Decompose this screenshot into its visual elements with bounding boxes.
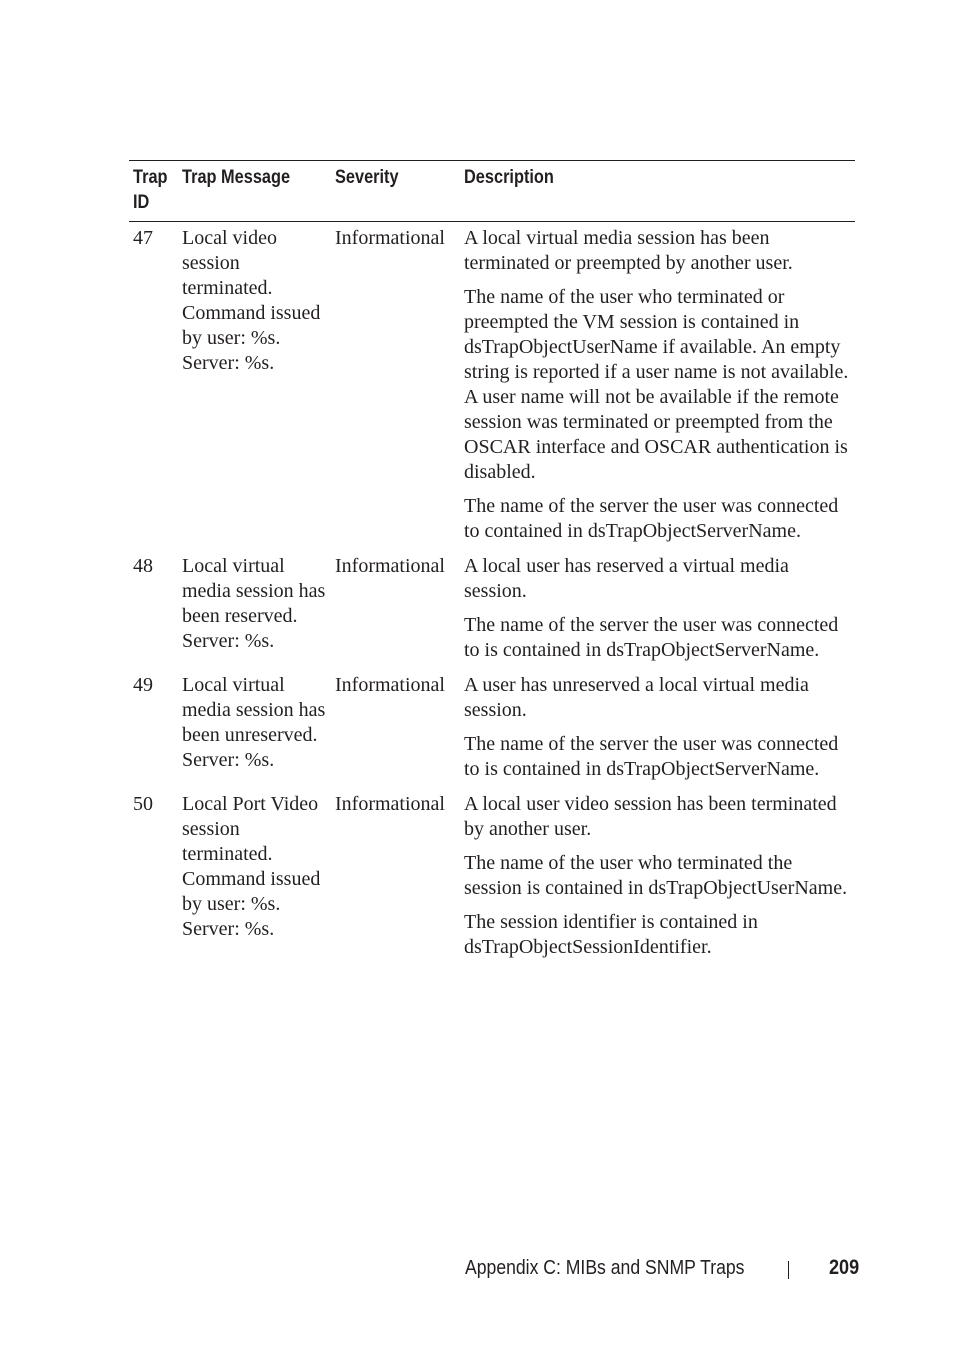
header-row xyxy=(129,161,855,222)
trap-id-cell: 49 xyxy=(133,674,153,696)
trap-id-cell: 47 xyxy=(133,227,153,249)
description-cell xyxy=(460,788,855,966)
description-cell xyxy=(460,669,855,788)
header-trap-id xyxy=(129,161,178,222)
description-paragraph: A local virtual media session has been terminated or preempted by another user. xyxy=(464,227,793,274)
severity-cell: Informational xyxy=(335,227,445,249)
table-row xyxy=(129,222,855,551)
table-body xyxy=(129,222,855,967)
footer-divider xyxy=(788,1261,789,1279)
trap-message-cell: Local Port Video session terminated. Command issued by user: %s. Server: %s. xyxy=(182,793,321,940)
table-row xyxy=(129,669,855,788)
footer-title: Appendix C: MIBs and SNMP Traps xyxy=(465,1257,745,1279)
description-cell xyxy=(460,222,855,551)
trap-message-cell: Local virtual media session has been reserved. Server: %s. xyxy=(182,555,326,652)
page-number: 209 xyxy=(829,1256,860,1279)
header-description: Description xyxy=(460,161,855,222)
description-paragraph: The name of the server the user was connected to is contained in dsTrapObjectServerName. xyxy=(464,733,839,780)
description-paragraph: A local user video session has been terminated by another user. xyxy=(464,793,837,840)
description-paragraph: The name of the server the user was connected to contained in dsTrapObjectServerName. xyxy=(464,495,839,542)
description-paragraph: A user has unreserved a local virtual media session. xyxy=(464,674,809,721)
trap-id-cell: 48 xyxy=(133,555,153,577)
description-paragraph: A local user has reserved a virtual media session. xyxy=(464,555,789,602)
header-trap-message: Trap Message xyxy=(178,161,331,222)
description-paragraph: The name of the user who terminated or preempted the VM session is contained in dsTrapObjectUserName if available. An empty string is reported if a user name is not available. A user name will not be available if the remote session was terminated or preempted from the OSCAR interface and OSCAR authentication is disabled. xyxy=(464,286,849,483)
header-severity: Severity xyxy=(331,161,460,222)
trap-message-cell: Local video session terminated. Command issued by user: %s. Server: %s. xyxy=(182,227,321,374)
severity-cell: Informational xyxy=(335,674,445,696)
table-header xyxy=(129,161,855,222)
severity-cell: Informational xyxy=(335,555,445,577)
trap-message-cell: Local virtual media session has been unreserved. Server: %s. xyxy=(182,674,326,771)
trap-table-container xyxy=(129,160,855,966)
description-paragraph: The name of the user who terminated the session is contained in dsTrapObjectUserName. xyxy=(464,852,848,899)
table-row xyxy=(129,550,855,669)
header-trap-id-label: Trap ID xyxy=(133,167,168,213)
page-footer xyxy=(0,1255,954,1283)
table-row xyxy=(129,788,855,966)
description-paragraph: The session identifier is contained in dsTrapObjectSessionIdentifier. xyxy=(464,911,758,958)
severity-cell: Informational xyxy=(335,793,445,815)
trap-id-cell: 50 xyxy=(133,793,153,815)
description-paragraph: The name of the server the user was connected to is contained in dsTrapObjectServerName. xyxy=(464,614,839,661)
description-cell xyxy=(460,550,855,669)
trap-table xyxy=(129,160,855,966)
